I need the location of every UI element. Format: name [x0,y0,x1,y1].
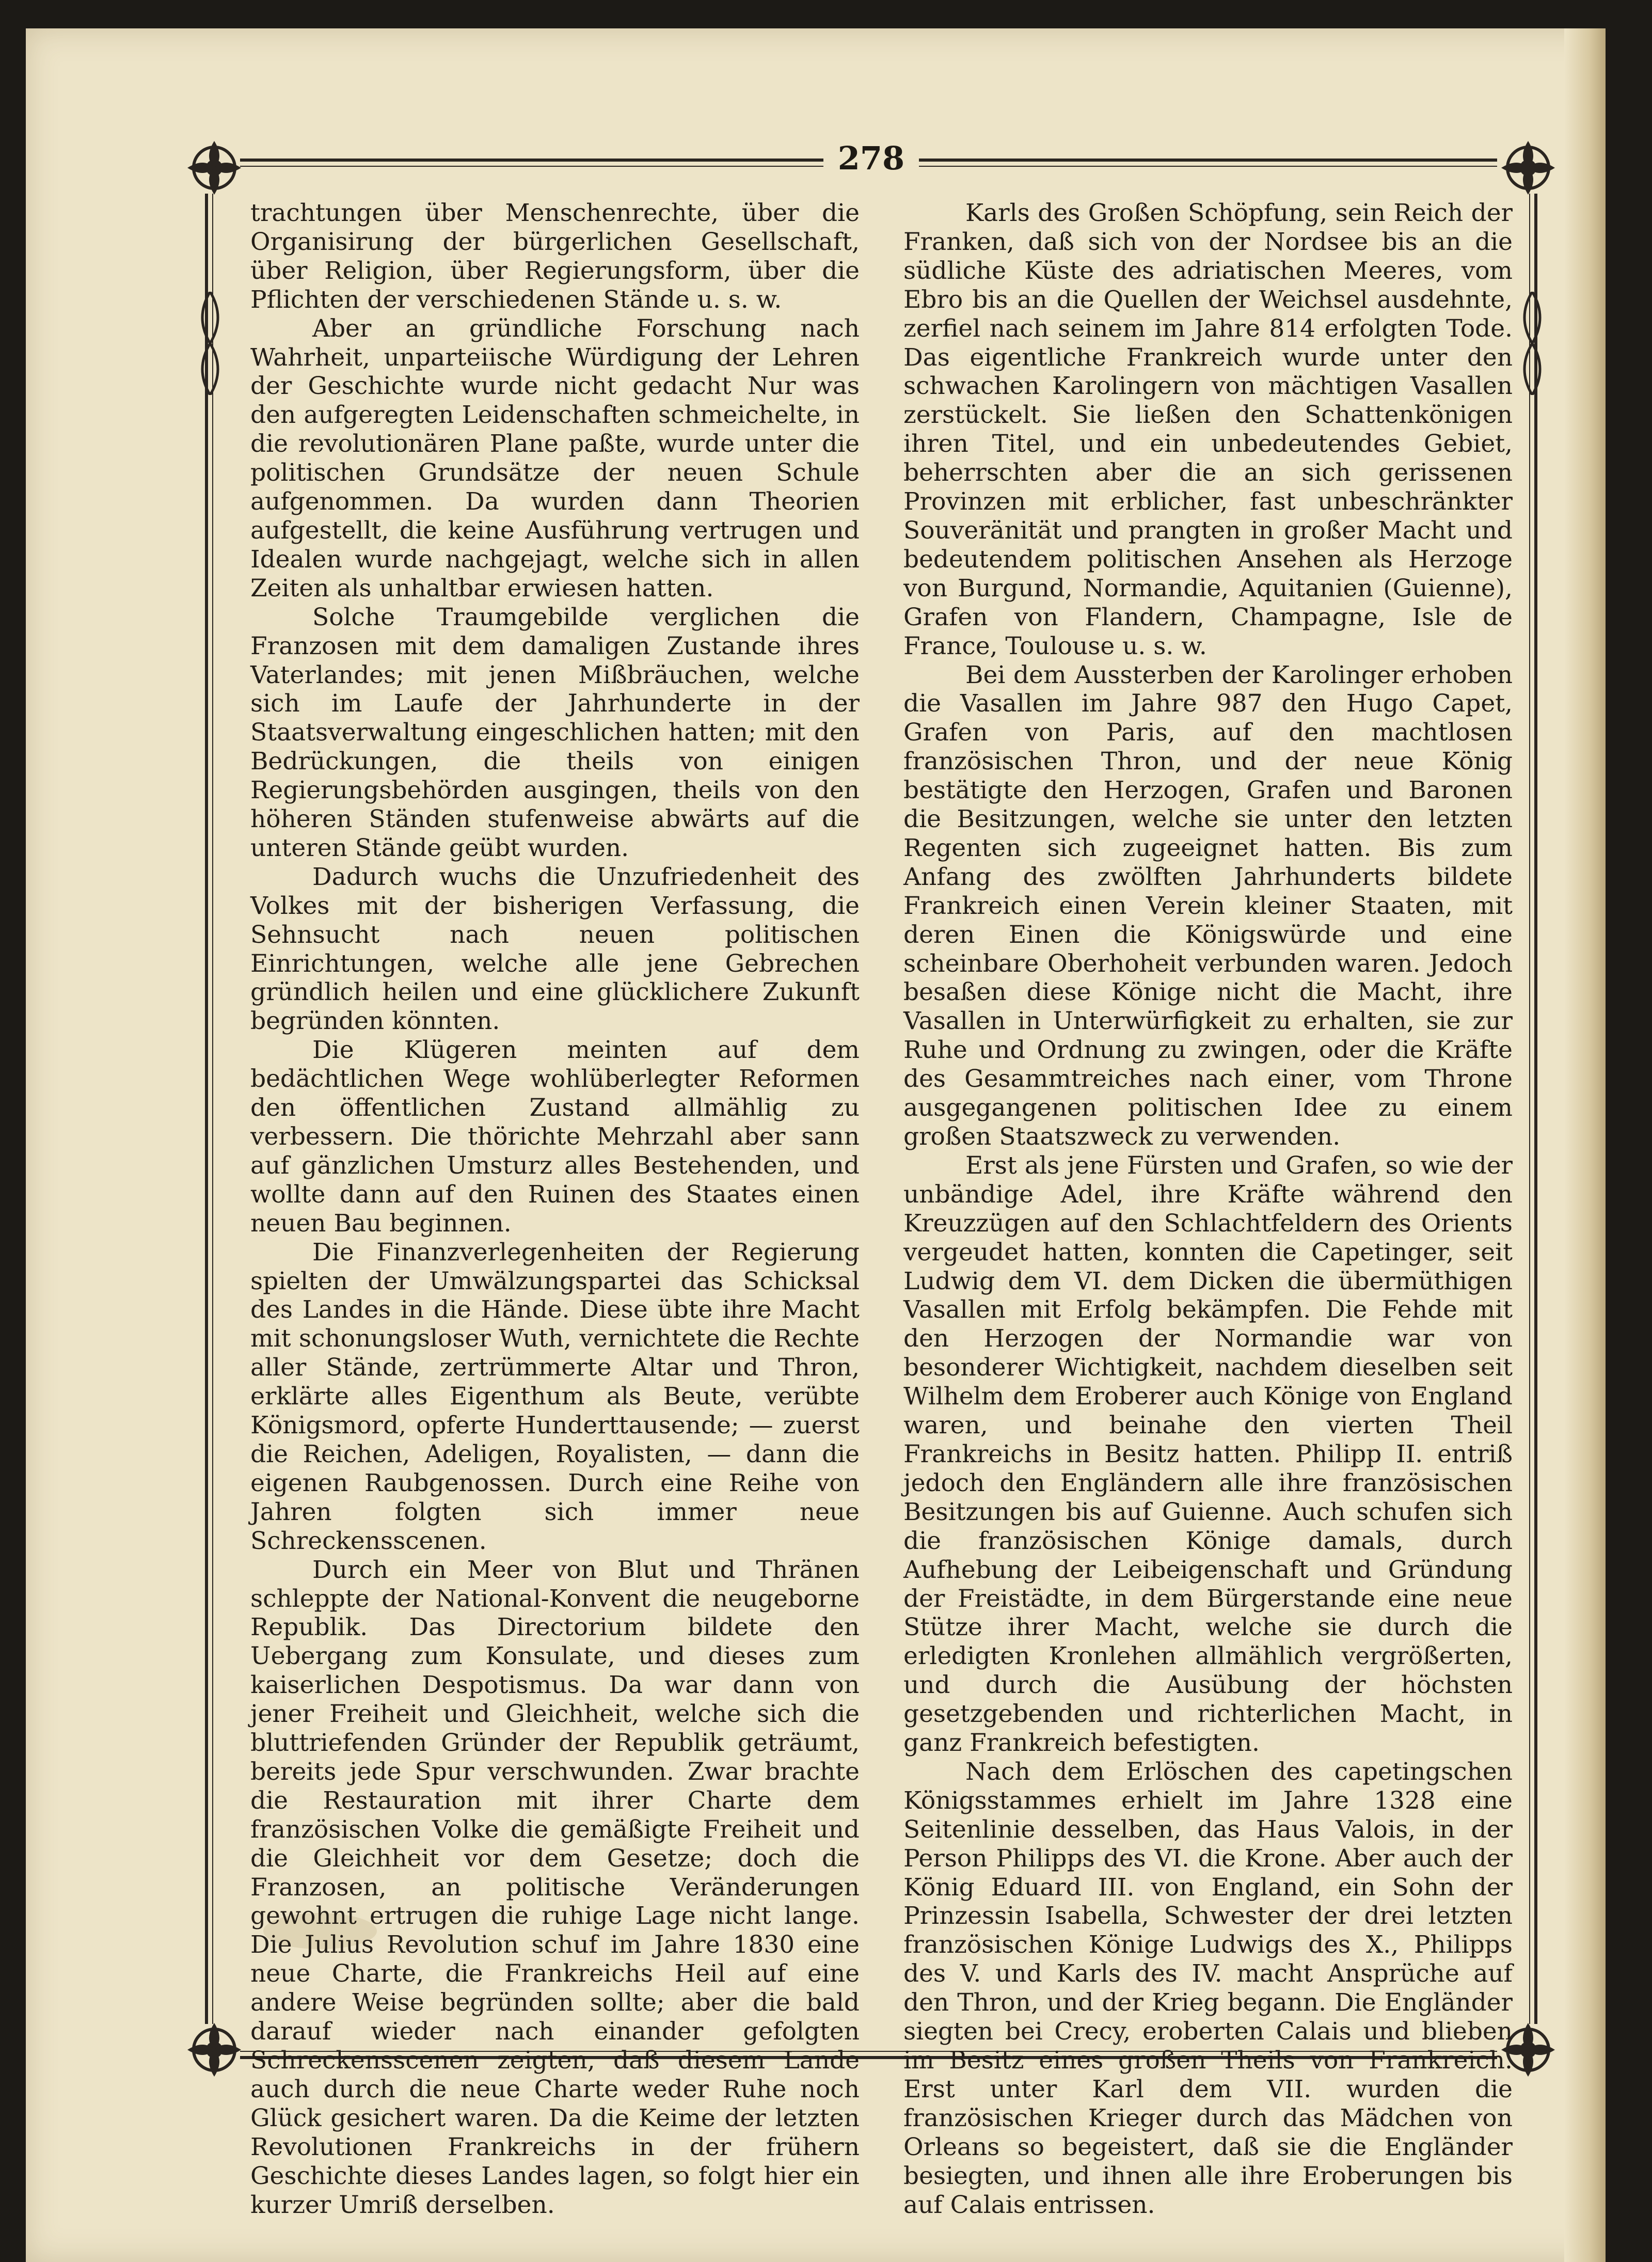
text-column-left [250,199,860,2219]
frame-rule-left [205,194,208,2024]
ornamental-frame [183,137,1559,2219]
page-number-text: 278 [823,139,919,177]
binding-edge [1564,28,1606,2262]
paragraph: Aber an gründliche Forschung nach Wahrheit, unparteiische Würdigung der Lehren der Geschichte wurde nicht gedacht Nur was den aufgeregten Leidenschaften schmeichelte, in die revolutionären Plane paßte, wurde unter die politischen Grundsätze der neuen Schule aufgenommen. Da wurden dann Theorien aufgestellt, die keine Ausführung vertrugen und Idealen wurde nachgejagt, welche sich in allen Zeiten als unhaltbar erwiesen hatten. [250,314,860,603]
corner-ornament-icon [183,2019,245,2081]
paragraph: Die Klügeren meinten auf dem bedächtlichen Wege wohlüberlegter Reformen den öffentlichen Zustand allmählig zu verbessern. Die thörichte Mehrzahl aber sann auf gänzlichen Umsturz alles Bestehenden, und wollte dann auf den Ruinen des Staates einen neuen Bau beginnen. [250,1036,860,1238]
paragraph: Die Finanzverlegenheiten der Regierung spielten der Umwälzungspartei das Schicksal des Landes in die Hände. Diese übte ihre Macht mit schonungsloser Wuth, vernichtete die Rechte aller Stände, zertrümmerte Altar und Thron, erklärte alles Eigenthum als Beute, verübte Königsmord, opferte Hunderttausende; — zuerst die Reichen, Adeligen, Royalisten, — dann die eigenen Raubgenossen. Durch eine Reihe von Jahren folgten sich immer neue Schreckensscenen. [250,1238,860,1555]
paragraph: Solche Traumgebilde verglichen die Franzosen mit dem damaligen Zustande ihres Vaterlandes; mit jenen Mißbräuchen, welche sich im Laufe der Jahrhunderte in der Staatsverwaltung eingeschlichen hatten; mit den Bedrückungen, die theils von einigen Regierungsbehörden ausgingen, theils von den höheren Ständen stufenweise abwärts auf die unteren Stände geübt wurden. [250,603,860,862]
book-page [26,28,1606,2262]
frame-rule-right-inner [1529,194,1530,2024]
paragraph: Dadurch wuchs die Unzufriedenheit des Volkes mit der bisherigen Verfassung, die Sehnsucht nach neuen politischen Einrichtungen, welche alle jene Gebrechen gründlich heilen und eine glücklichere Zukunft begründen könnten. [250,862,860,1036]
paragraph: Erst als jene Fürsten und Grafen, so wie der unbändige Adel, ihre Kräfte während den Kreuzzügen auf den Schlachtfeldern des Orients vergeudet hatten, konnten die Capetinger, seit Ludwig dem VI. dem Dicken die übermüthigen Vasallen mit Erfolg bekämpfen. Die Fehde mit den Herzogen der Normandie war von besonderer Wichtigkeit, nachdem dieselben seit Wilhelm dem Eroberer auch Könige von England waren, und beinahe den vierten Theil Frankreichs in Besitz hatten. Philipp II. entriß jedoch den Engländern alle ihre französischen Besitzungen bis auf Guienne. Auch schufen sich die französischen Könige damals, durch Aufhebung der Leibeigenschaft und Gründung der Freistädte, in dem Bürgerstande eine neue Stütze ihrer Macht, welche sie durch die erledigten Kronlehen allmählich vergrößerten, und durch die Ausübung der höchsten gesetzgebenden und richterlichen Macht, in ganz Frankreich befestigten. [903,1151,1513,1758]
paragraph: Nach dem Erlöschen des capetingschen Königsstammes erhielt im Jahre 1328 eine Seitenlinie desselben, das Haus Valois, in der Person Philipps des VI. die Krone. Aber auch der König Eduard III. von England, ein Sohn der Prinzessin Isabella, Schwester der drei letzten französischen Könige Ludwigs des X., Philipps des V. und Karls des IV. macht Ansprüche auf den Thron, und der Krieg begann. Die Engländer siegten bei Crecy, eroberten Calais und blieben im Besitz eines großen Theils von Frankreich. Erst unter Karl dem VII. wurden die französischen Krieger durch das Mädchen von Orleans so begeistert, daß sie die Engländer besiegten, und ihnen alle ihre Eroberungen bis auf Calais entrissen. [903,1757,1513,2219]
paragraph: Durch ein Meer von Blut und Thränen schleppte der National-Konvent die neugeborne Republik. Das Directorium bildete den Uebergang zum Konsulate, und dieses zum kaiserlichen Despotismus. Da war dann von jener Freiheit und Gleichheit, welche sich die bluttriefenden Gründer der Republik geträumt, bereits jede Spur verschwunden. Zwar brachte die Restauration mit ihrer Charte dem französischen Volke die gemäßigte Freiheit und die Gleichheit vor dem Gesetze; doch die Franzosen, an politische Veränderungen gewohnt ertrugen die ruhige Lage nicht lange. Die Julius Revolution schuf im Jahre 1830 eine neue Charte, die Frankreichs Heil auf eine andere Weise begründen sollte; aber die bald darauf wieder nach einander gefolgten Schreckensscenen zeigten, daß diesem Lande auch durch die neue Charte weder Ruhe noch Glück gesichert waren. Da die Keime der letzten Revolutionen Frankreichs in der frühern Geschichte dieses Landes lagen, so folgt hier ein kurzer Umriß derselben. [250,1555,860,2219]
frame-rule-right [1534,194,1537,2024]
frame-rule-left-inner [212,194,213,2024]
text-column-right [903,199,1513,2219]
paragraph: Bei dem Aussterben der Karolinger erhoben die Vasallen im Jahre 987 den Hugo Capet, Grafen von Paris, auf den machtlosen französischen Thron, und der neue König bestätigte den Herzogen, Grafen und Baronen die Besitzungen, welche sie unter den letzten Regenten sich zugeeignet hatten. Bis zum Anfang des zwölften Jahrhunderts bildete Frankreich einen Verein kleiner Staaten, mit deren Einen die Königswürde und eine scheinbare Oberhoheit verbunden waren. Jedoch besaßen diese Könige nicht die Macht, ihre Vasallen in Unterwürfigkeit zu erhalten, sie zur Ruhe und Ordnung zu zwingen, oder die Kräfte des Gesammtreiches nach einer, vom Throne ausgegangenen politischen Idee zu einem großen Staatszweck zu verwenden. [903,660,1513,1151]
side-scroll-ornament-icon [1514,292,1550,395]
page-number [183,139,1559,177]
paragraph: trachtungen über Menschenrechte, über die Organisirung der bürgerlichen Gesellschaft, über Religion, über Regierungsform, über die Pflichten der verschiedenen Stände u. s. w. [250,199,860,314]
paragraph: Karls des Großen Schöpfung, sein Reich der Franken, daß sich von der Nordsee bis an die südliche Küste des adriatischen Meeres, vom Ebro bis an die Quellen der Weichsel ausdehnte, zerfiel nach seinem im Jahre 814 erfolgten Tode. Das eigentliche Frankreich wurde unter den schwachen Karolingern von mächtigen Vasallen zerstückelt. Sie ließen den Schattenkönigen ihren Titel, und ein unbedeutendes Gebiet, beherrschten aber die an sich gerissenen Provinzen mit erblicher, fast unbeschränkter Souveränität und prangten in großer Macht und bedeutendem politischen Ansehen als Herzoge von Burgund, Normandie, Aquitanien (Guienne), Grafen von Flandern, Champagne, Isle de France, Toulouse u. s. w. [903,199,1513,660]
side-scroll-ornament-icon [192,292,228,395]
